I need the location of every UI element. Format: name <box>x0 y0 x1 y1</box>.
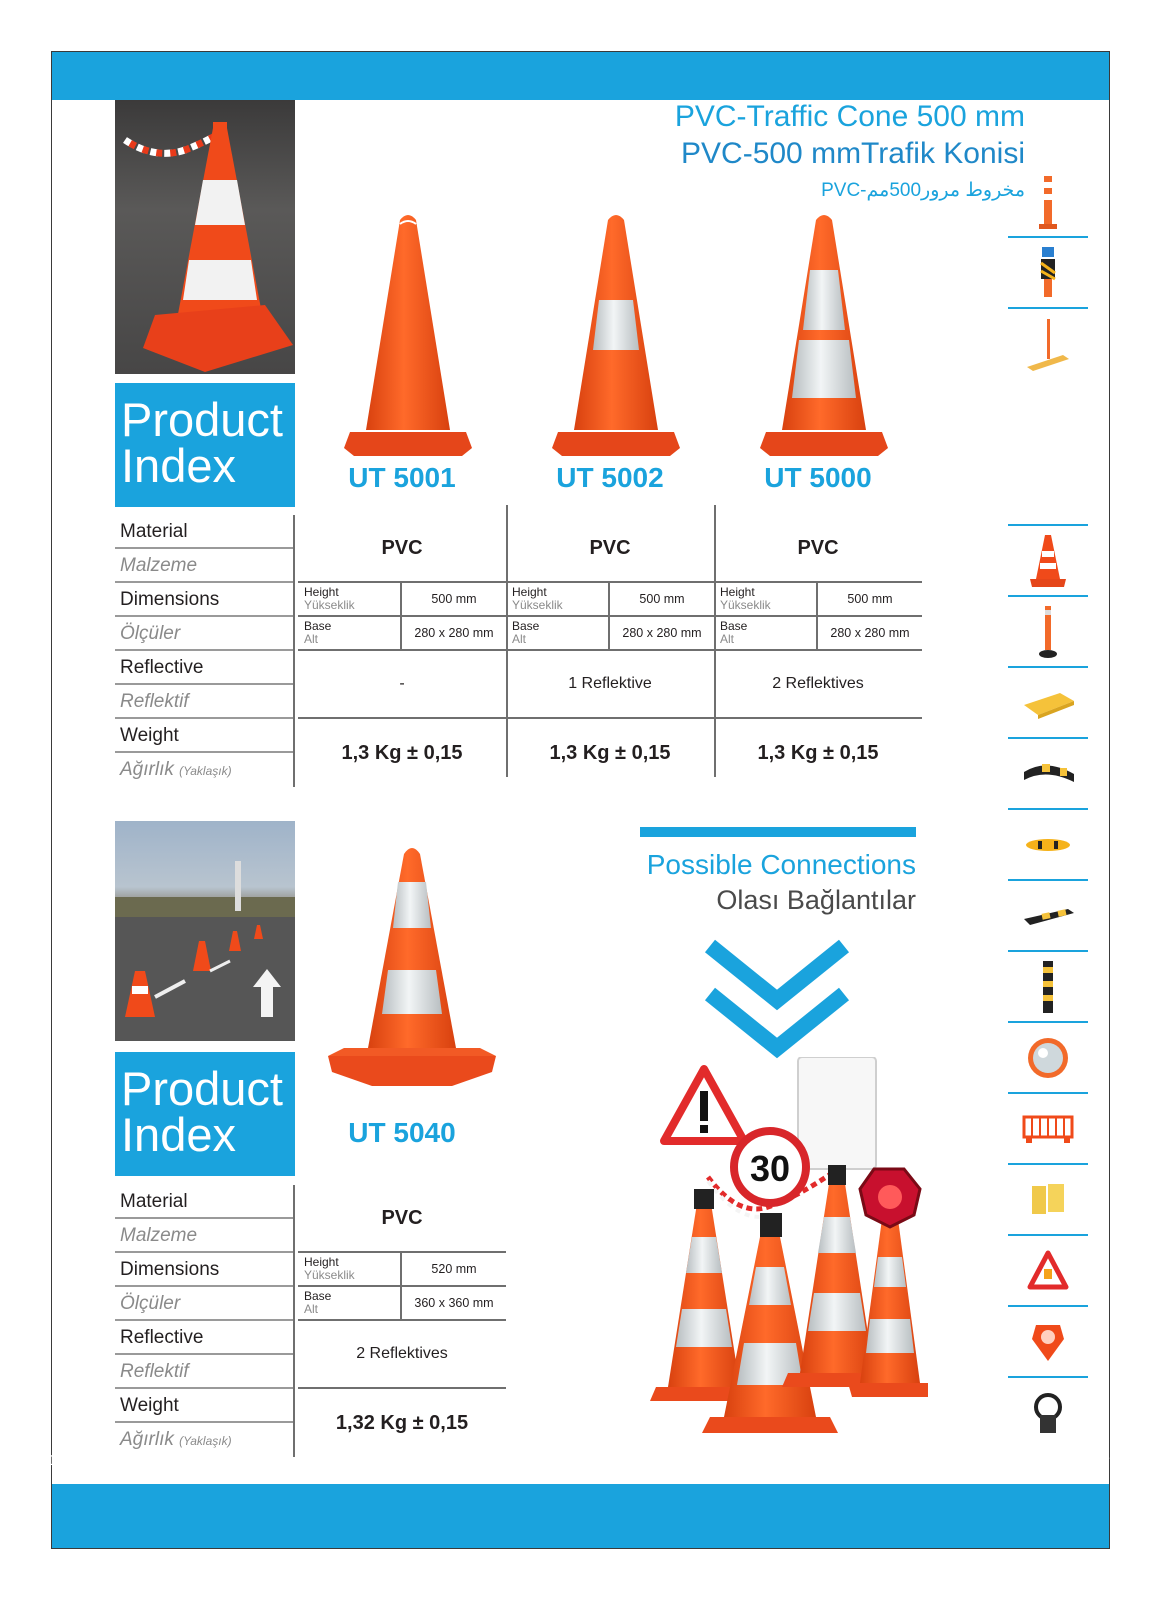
label-weight-tr-text: Ağırlık <box>120 759 174 780</box>
reflective-value: 2 Reflektives <box>714 651 922 719</box>
label-dimensions-en: Dimensions <box>115 1253 293 1287</box>
bollard-sign-icon <box>1008 238 1088 309</box>
base-value: 360 x 360 mm <box>414 1296 494 1310</box>
label-material-en: Material <box>115 1185 293 1219</box>
height-value: 520 mm <box>431 1262 477 1276</box>
spec-column-ut5040 <box>298 1185 506 1457</box>
connections-title-tr: Olası Bağlantılar <box>716 885 916 915</box>
height-row <box>298 1253 506 1287</box>
convex-mirror-icon <box>1008 1023 1088 1094</box>
label-material-en: Material <box>115 515 293 549</box>
product-code: UT 5000 <box>764 462 872 493</box>
base-label: Base <box>304 619 332 633</box>
spec-labels <box>115 515 295 787</box>
label-weight-en: Weight <box>115 719 293 753</box>
website-link[interactable]: www.guleryangin.com.tr <box>970 1446 1119 1462</box>
height-value: 500 mm <box>847 592 893 606</box>
label-reflective-en: Reflective <box>115 651 293 685</box>
column-divider <box>714 505 716 777</box>
base-label: Base <box>512 619 540 633</box>
product-code: UT 5001 <box>348 462 456 493</box>
product-index-line2: Index <box>121 439 236 492</box>
spec-column-ut5002 <box>506 515 714 787</box>
height-label: Height <box>304 585 339 599</box>
label-dimensions-tr: Ölçüler <box>115 617 293 651</box>
label-dimensions-en: Dimensions <box>115 583 293 617</box>
double-chevron-down-icon <box>702 938 852 1062</box>
connections-title-en: Possible Connections <box>646 849 916 880</box>
base-row <box>298 617 506 651</box>
page-title-block <box>675 100 1025 204</box>
weight-value: 1,3 Kg ± 0,15 <box>757 741 879 764</box>
page-title-en: PVC-Traffic Cone 500 mm <box>674 100 1025 133</box>
base-label-tr: Alt <box>720 632 735 646</box>
label-reflective-tr: Reflektif <box>115 685 293 719</box>
cone-ut5000-image <box>754 210 894 460</box>
base-value: 280 x 280 mm <box>414 626 494 640</box>
product-index-heading <box>115 383 295 507</box>
height-value: 500 mm <box>431 592 477 606</box>
label-weight-en: Weight <box>115 1389 293 1423</box>
height-row <box>714 583 922 617</box>
cone-ut5002-image <box>546 210 686 460</box>
base-value: 280 x 280 mm <box>830 626 910 640</box>
label-reflective-en: Reflective <box>115 1321 293 1355</box>
weight-value: 1,32 Kg ± 0,15 <box>335 1411 469 1434</box>
cone-top-icon <box>1008 1378 1088 1449</box>
delineator-post-icon <box>1008 597 1088 668</box>
wheel-stopper-icon <box>1008 881 1088 952</box>
label-weight-note: (Yaklaşık) <box>179 764 232 778</box>
barrier-arm-icon <box>1008 309 1088 380</box>
label-dimensions-tr: Ölçüler <box>115 1287 293 1321</box>
product-index-line1: Product <box>121 1062 283 1115</box>
product-code: UT 5002 <box>556 462 664 493</box>
product-index-heading <box>115 1052 295 1176</box>
base-row <box>714 617 922 651</box>
cone-photo <box>115 100 295 374</box>
cone-ut5001-image <box>338 210 478 460</box>
height-value: 500 mm <box>639 592 685 606</box>
label-weight-tr-text: Ağırlık <box>120 1429 174 1450</box>
sidebar-products-top <box>1008 167 1088 380</box>
cone-icon <box>1008 526 1088 597</box>
product-code: UT 5040 <box>348 1117 456 1148</box>
column-divider <box>506 505 508 777</box>
base-label-tr: Alt <box>304 1302 319 1316</box>
reflective-value: 2 Reflektives <box>298 1321 506 1389</box>
material-value: PVC <box>298 1185 506 1253</box>
speed-bump-black-icon <box>1008 739 1088 810</box>
base-label-tr: Alt <box>512 632 527 646</box>
product-index-line1: Product <box>121 393 283 446</box>
base-row <box>506 617 714 651</box>
page-number: 13 <box>48 1452 65 1469</box>
catalog-page <box>51 51 1110 1549</box>
label-weight-tr <box>115 1423 293 1457</box>
top-banner <box>52 52 1109 100</box>
material-value: PVC <box>506 515 714 583</box>
cone-lamp-icon <box>1008 1307 1088 1378</box>
height-label-tr: Yükseklik <box>720 598 771 612</box>
corner-guard-icon <box>1008 952 1088 1023</box>
page-title-ar: مخروط مرور500مم-PVC <box>821 180 1025 201</box>
bottom-banner <box>52 1484 1109 1548</box>
height-row <box>298 583 506 617</box>
base-label: Base <box>720 619 748 633</box>
product-index-line2: Index <box>121 1108 236 1161</box>
height-row <box>506 583 714 617</box>
reflective-value: 1 Reflektive <box>506 651 714 719</box>
height-label-tr: Yükseklik <box>304 598 355 612</box>
height-label-tr: Yükseklik <box>512 598 563 612</box>
connections-illustration <box>648 1057 928 1437</box>
weight-value: 1,3 Kg ± 0,15 <box>549 741 671 764</box>
base-value: 280 x 280 mm <box>622 626 702 640</box>
flexible-bollard-icon <box>1008 167 1088 238</box>
spec-column-ut5001 <box>298 515 506 787</box>
cable-protector-icon <box>1008 810 1088 881</box>
page-title-tr: PVC-500 mmTrafik Konisi <box>681 137 1025 170</box>
label-weight-tr <box>115 753 293 787</box>
height-label: Height <box>720 585 755 599</box>
base-row <box>298 1287 506 1321</box>
warning-sign-icon <box>1008 1236 1088 1307</box>
base-label: Base <box>304 1289 332 1303</box>
label-material-tr: Malzeme <box>115 1219 293 1253</box>
cone-ut5040-image <box>324 842 500 1092</box>
height-label-tr: Yükseklik <box>304 1268 355 1282</box>
height-label: Height <box>304 1255 339 1269</box>
label-reflective-tr: Reflektif <box>115 1355 293 1389</box>
label-weight-note: (Yaklaşık) <box>179 1434 232 1448</box>
speed-bump-yellow-icon <box>1008 668 1088 739</box>
speed-limit-number: 30 <box>749 1148 791 1189</box>
barrier-fence-icon <box>1008 1094 1088 1165</box>
material-value: PVC <box>714 515 922 583</box>
road-cones-photo <box>115 821 295 1041</box>
tactile-tile-icon <box>1008 1165 1088 1236</box>
weight-value: 1,3 Kg ± 0,15 <box>341 741 463 764</box>
spec-labels <box>115 1185 295 1457</box>
base-label-tr: Alt <box>304 632 319 646</box>
height-label: Height <box>512 585 547 599</box>
reflective-value: - <box>298 651 506 719</box>
spec-column-ut5000 <box>714 515 922 787</box>
sidebar-products-bottom <box>1008 524 1088 1449</box>
material-value: PVC <box>298 515 506 583</box>
label-material-tr: Malzeme <box>115 549 293 583</box>
connections-accent-bar <box>640 827 916 837</box>
